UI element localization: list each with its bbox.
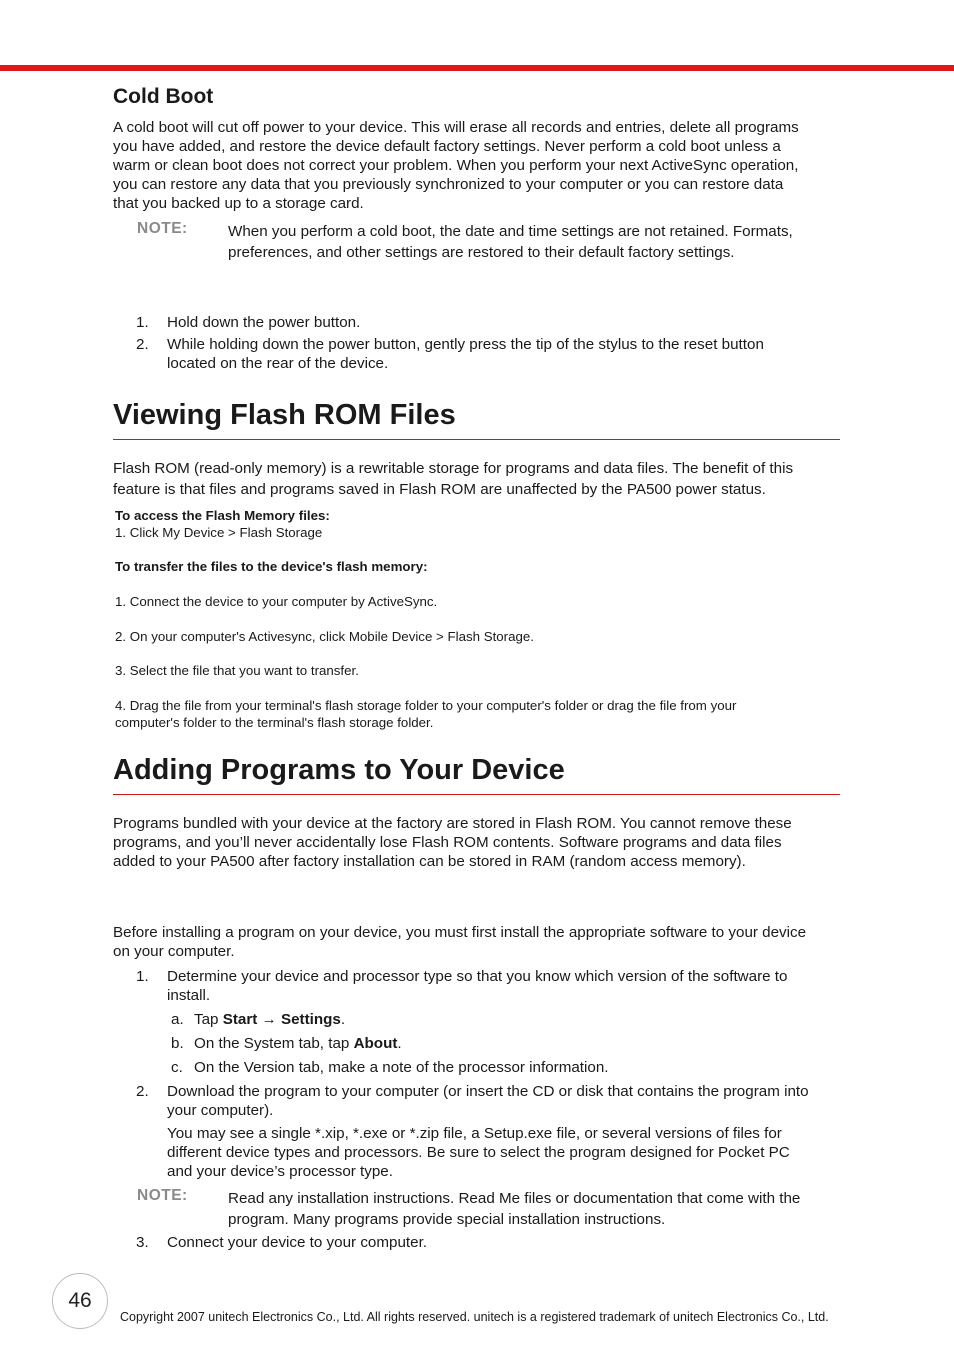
step-text bbox=[167, 967, 787, 1005]
substep-letter: b. bbox=[171, 1035, 184, 1052]
ui-term: About bbox=[353, 1035, 398, 1052]
access-step: 1. Click My Device > Flash Storage bbox=[115, 525, 323, 540]
text-line: added to your PA500 after factory installation can be stored in RAM (random access memory). bbox=[113, 853, 746, 870]
text-span: On the System tab, tap bbox=[194, 1035, 354, 1052]
text-line: located on the rear of the device. bbox=[167, 355, 389, 372]
section-heading-cold-boot: Cold Boot bbox=[113, 85, 214, 108]
substep-text: On the Version tab, make a note of the processor information. bbox=[194, 1059, 609, 1076]
text-line: preferences, and other settings are restored to their default factory settings. bbox=[228, 244, 735, 261]
step-number: 2. bbox=[136, 336, 149, 353]
text-line: feature is that files and programs saved in Flash ROM are unaffected by the PA500 power status. bbox=[113, 481, 766, 498]
text-line: you have added, and restore the device default factory settings. Never perform a cold boot unless a bbox=[113, 138, 781, 155]
text-line: Programs bundled with your device at the factory are stored in Flash ROM. You cannot remove these bbox=[113, 815, 792, 832]
before-installing-paragraph bbox=[113, 923, 806, 961]
flash-rom-paragraph bbox=[113, 458, 793, 500]
text-line: program. Many programs provide special installation instructions. bbox=[228, 1211, 666, 1228]
text-line: your computer). bbox=[167, 1102, 274, 1119]
text-line: You may see a single *.xip, *.exe or *.zip file, a Setup.exe file, or several versions of files for bbox=[167, 1125, 782, 1142]
text-line: install. bbox=[167, 987, 211, 1004]
page-number: 46 bbox=[52, 1273, 108, 1329]
text-line: Determine your device and processor type so that you know which version of the software to bbox=[167, 968, 788, 985]
note-text bbox=[228, 1188, 800, 1230]
section-heading-adding-programs: Adding Programs to Your Device bbox=[113, 754, 565, 786]
note-label: NOTE: bbox=[137, 220, 188, 237]
step-number: 1. bbox=[136, 314, 149, 331]
transfer-step: computer's folder to the terminal's flash storage folder. bbox=[115, 715, 434, 730]
cold-boot-paragraph bbox=[113, 118, 799, 213]
step-text bbox=[167, 335, 764, 373]
step-text: Connect your device to your computer. bbox=[167, 1234, 428, 1251]
substep-letter: c. bbox=[171, 1059, 183, 1076]
text-line: Download the program to your computer (or insert the CD or disk that contains the program into bbox=[167, 1083, 809, 1100]
text-line: Flash ROM (read-only memory) is a rewritable storage for programs and data files. The benefit of this bbox=[113, 460, 794, 477]
substep-text bbox=[194, 1034, 402, 1053]
transfer-step: 2. On your computer's Activesync, click Mobile Device > Flash Storage. bbox=[115, 629, 534, 644]
step-text: Hold down the power button. bbox=[167, 314, 361, 331]
transfer-title: To transfer the files to the device's flash memory: bbox=[115, 559, 428, 574]
text-line: different device types and processors. Be sure to select the program designed for Pocket PC bbox=[167, 1144, 790, 1161]
text-line: Read any installation instructions. Read Me files or documentation that come with the bbox=[228, 1190, 801, 1207]
text-line: While holding down the power button, gently press the tip of the stylus to the reset button bbox=[167, 336, 764, 353]
header-accent-bar bbox=[0, 65, 954, 71]
text-span: Tap bbox=[194, 1011, 223, 1028]
arrow-glyph: → bbox=[257, 1011, 281, 1028]
text-line: that you backed up to a storage card. bbox=[113, 195, 364, 212]
heading-rule bbox=[113, 794, 840, 795]
step-text bbox=[167, 1082, 809, 1120]
ui-term: Start bbox=[222, 1011, 258, 1028]
copyright-footer: Copyright 2007 unitech Electronics Co., Ltd. All rights reserved. unitech is a registered trademark of unitech Electronics Co., Ltd. bbox=[120, 1310, 829, 1324]
heading-rule bbox=[113, 439, 840, 440]
section-heading-flash-rom: Viewing Flash ROM Files bbox=[113, 399, 456, 431]
text-line: programs, and you’ll never accidentally lose Flash ROM contents. Software programs and data files bbox=[113, 834, 782, 851]
text-span: . bbox=[397, 1035, 402, 1052]
text-line: you can restore any data that you previously synchronized to your computer or you can restore data bbox=[113, 176, 784, 193]
substep-letter: a. bbox=[171, 1011, 184, 1028]
access-title: To access the Flash Memory files: bbox=[115, 508, 330, 523]
text-line: on your computer. bbox=[113, 943, 235, 960]
transfer-step: 4. Drag the file from your terminal's flash storage folder to your computer's folder or drag the file from your bbox=[115, 698, 737, 713]
text-line: A cold boot will cut off power to your device. This will erase all records and entries, delete all programs bbox=[113, 119, 799, 136]
step-number: 1. bbox=[136, 968, 149, 985]
note-text bbox=[228, 221, 793, 263]
transfer-step: 1. Connect the device to your computer by ActiveSync. bbox=[115, 594, 438, 609]
step-number: 2. bbox=[136, 1083, 149, 1100]
text-line: When you perform a cold boot, the date and time settings are not retained. Formats, bbox=[228, 223, 793, 240]
ui-term: Settings bbox=[280, 1011, 341, 1028]
text-line: warm or clean boot does not correct your problem. When you perform your next ActiveSync operation, bbox=[113, 157, 799, 174]
transfer-step: 3. Select the file that you want to transfer. bbox=[115, 663, 359, 678]
adding-programs-intro bbox=[113, 814, 792, 871]
note-label: NOTE: bbox=[137, 1187, 188, 1204]
substep-text bbox=[194, 1010, 345, 1029]
text-line: and your device’s processor type. bbox=[167, 1163, 393, 1180]
step-extra-text bbox=[167, 1124, 790, 1181]
text-line: Before installing a program on your device, you must first install the appropriate software to your device bbox=[113, 924, 807, 941]
step-number: 3. bbox=[136, 1234, 149, 1251]
text-span: . bbox=[340, 1011, 346, 1028]
